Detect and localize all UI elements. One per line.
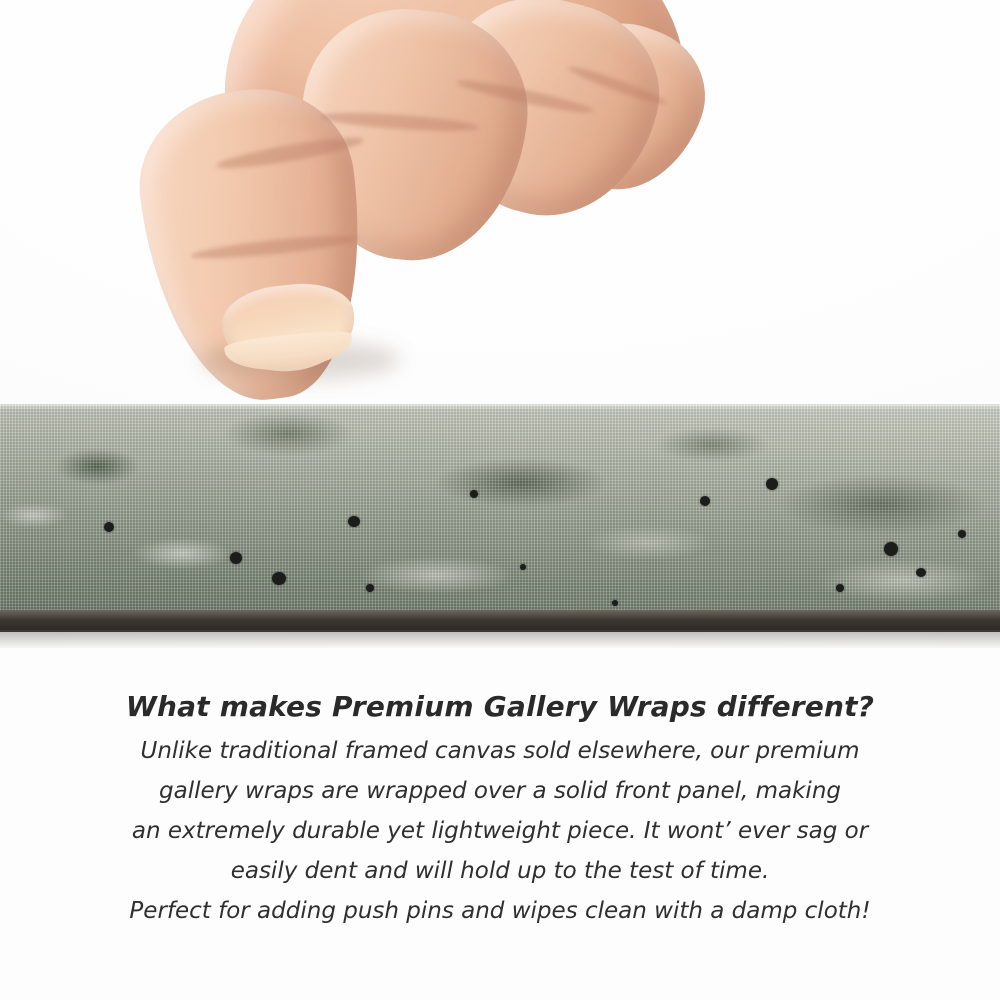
canvas-speck [366,584,374,592]
wrap-artwork-surface [0,404,1000,616]
caption-line: an extremely durable yet lightweight piece. It wont’ ever sag or [131,818,869,844]
canvas-speck [700,496,710,506]
hand-illustration [95,0,695,420]
gallery-wrap-edge [0,404,1000,648]
canvas-speck [836,584,844,592]
caption-line: easily dent and will hold up to the test of time. [230,858,770,884]
canvas-speck [766,478,778,490]
caption-heading: What makes Premium Gallery Wraps different? [125,690,875,723]
canvas-speck [884,542,898,556]
canvas-speck [470,490,478,498]
caption-block [0,690,1000,931]
caption-body [0,731,1000,931]
wrap-top-highlight [0,404,1000,410]
canvas-speck [104,522,114,532]
wrap-drop-shadow [0,630,1000,648]
wrap-depth-edge [0,610,1000,632]
canvas-speck [348,516,360,527]
caption-line: Perfect for adding push pins and wipes clean with a damp cloth! [129,898,871,924]
caption-line: Unlike traditional framed canvas sold elsewhere, our premium [140,738,860,764]
canvas-speck [916,568,926,577]
canvas-speck [612,600,618,606]
canvas-speck [272,572,286,585]
canvas-speck [520,564,526,570]
caption-line: gallery wraps are wrapped over a solid front panel, making [159,778,841,804]
canvas-speck [958,530,966,538]
canvas-speck [230,552,242,564]
